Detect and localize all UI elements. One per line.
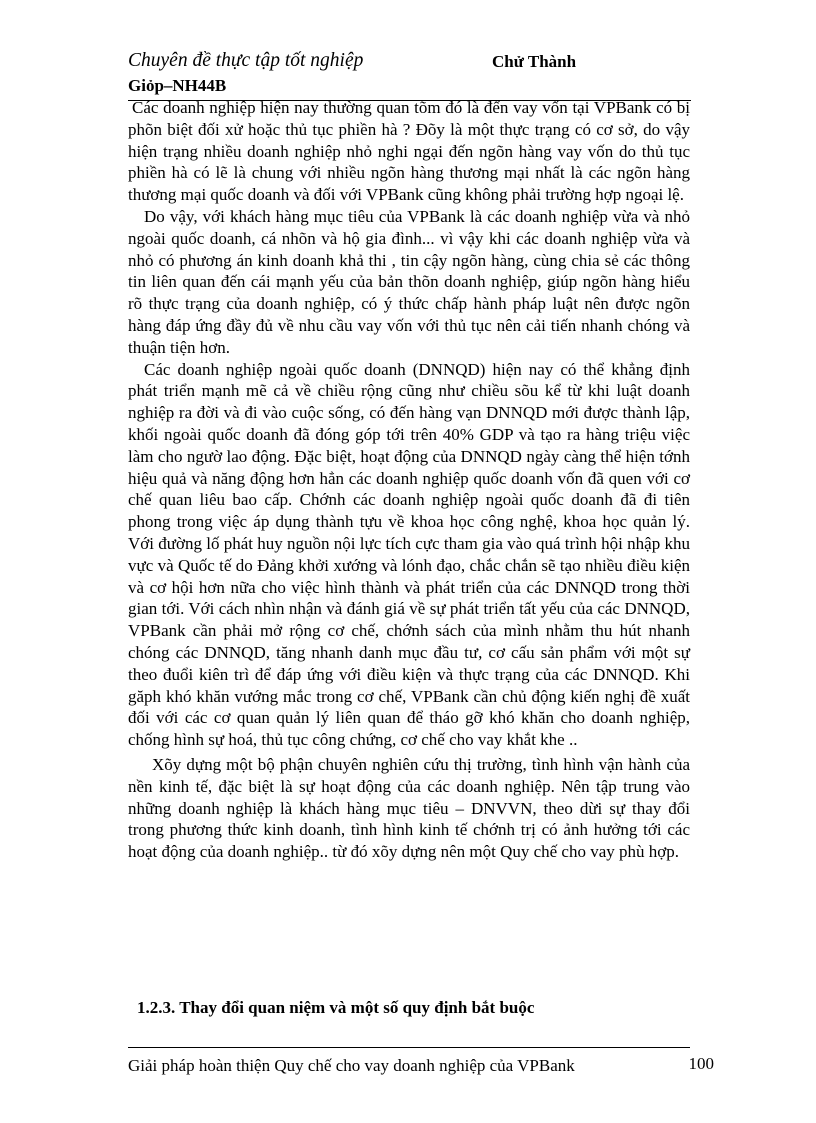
header-author: Chử Thành xyxy=(492,52,577,71)
footer-divider xyxy=(128,1047,690,1048)
footer-text: Giải pháp hoàn thiện Quy chế cho vay doanh nghiệp của VPBank xyxy=(128,1056,575,1075)
paragraph-4: Xõy dựng một bộ phận chuyên nghiên cứu thị trường, tình hình vận hành của nền kinh tế, đặc biệt là sự hoạt động của các doanh nghiệp. Nên tập trung vào những doanh nghiệp là khách hàng mục tiêu – DNVVN, theo dừi sự thay đổi trong phương thức kinh doanh, tình hình kinh tế chớnh trị có ảnh hưởng tới các hoạt động của doanh nghiệp.. từ đó xõy dựng nên một Quy chế cho vay phù hợp. xyxy=(128,754,690,862)
page-number: 100 xyxy=(688,1054,714,1073)
section-heading: 1.2.3. Thay đổi quan niệm và một số quy định bắt buộc xyxy=(137,998,535,1017)
page-footer xyxy=(128,1047,714,1080)
body-text xyxy=(128,97,690,863)
paragraph-3: Các doanh nghiệp ngoài quốc doanh (DNNQD) hiện nay có thể khẳng định phát triển mạnh mẽ cả về chiều rộng cũng như chiều sõu kể từ khi luật doanh nghiệp ra đời và đi vào cuộc sống, có đến hàng vạn DNNQD mới được thành lập, khối ngoài quốc doanh đã đóng góp tới trên 40% GDP và tạo ra hàng triệu việc làm cho ngườ lao động. Đặc biệt, hoạt động của DNNQD ngày càng thể hiện tớnh hiệu quả và năng động hơn hẳn các doanh nghiệp quốc doanh vốn đã quen với cơ chế quan liêu bao cấp. Chớnh các doanh nghiệp ngoài quốc doanh đã đi tiên phong trong việc áp dụng thành tựu về khoa học công nghệ, khoa học quản lý. Với đường lố phát huy nguồn nội lực tích cực tham gia vào quá trình hội nhập khu vực và Quốc tế do Đảng khởi xướng và lónh đạo, chắc chắn sẽ tạo nhiều điều kiện và cơ hội hơn nữa cho việc hình thành và phát triển của các DNNQD trong thời gian tới. Với cách nhìn nhận và đánh giá về sự phát triển tất yếu của các DNNQD, VPBank cần phải mở rộng cơ chế, chớnh sách của mình nhằm thu hút nhanh chóng các DNNQD, tăng nhanh danh mục đầu tư, cơ cấu sản phẩm với một sự theo đuổi kiên trì để đáp ứng với điều kiện và thực trạng của các DNNQD. Khi găph khó khăn vướng mắc trong cơ chế, VPBank cần chủ động kiến nghị đề xuất đối với các cơ quan quản lý liên quan để tháo gỡ khó khăn cho doanh nghiệp, chống hình sự hoá, thủ tục công chứng, cơ chế cho vay khắt khe .. xyxy=(128,359,690,750)
page-header xyxy=(128,50,688,101)
header-class: Giỏp–NH44B xyxy=(128,76,227,95)
paragraph-1: Các doanh nghiệp hiện nay thường quan tõm đó là đến vay vốn tại VPBank có bị phõn biệt đối xử hoặc thủ tục phiền hà ? Đõy là một thực trạng có cơ sở, do vậy hiện trạng nhiều doanh nghiệp nhỏ nghi ngại đến ngõn hàng vay vốn do thủ tục phiền hà có lẽ là chung với nhiều ngõn hàng thương mại nhất là các ngõn hàng thương mại quốc doanh và đối với VPBank cũng không phải trường hợp ngoại lệ. xyxy=(128,98,690,205)
paragraph-2: Do vậy, với khách hàng mục tiêu của VPBank là các doanh nghiệp vừa và nhỏ ngoài quốc doanh, cá nhõn và hộ gia đình... vì vậy khi các doanh nghiệp vừa và nhỏ có phương án kinh doanh khả thi , tin cậy ngõn hàng, cùng chia sẻ các thông tin liên quan đến cái mạnh yếu của bản thõn doanh nghiệp, giúp ngõn hàng hiểu rõ thực trạng của doanh nghiệp, có ý thức chấp hành pháp luật nên được ngõn hàng đáp ứng đầy đủ về nhu cầu vay vốn với thủ tục nên cải tiến nhanh chóng và thuận tiện hơn. xyxy=(128,206,690,357)
header-title: Chuyên đề thực tập tốt nghiệp xyxy=(128,50,364,71)
